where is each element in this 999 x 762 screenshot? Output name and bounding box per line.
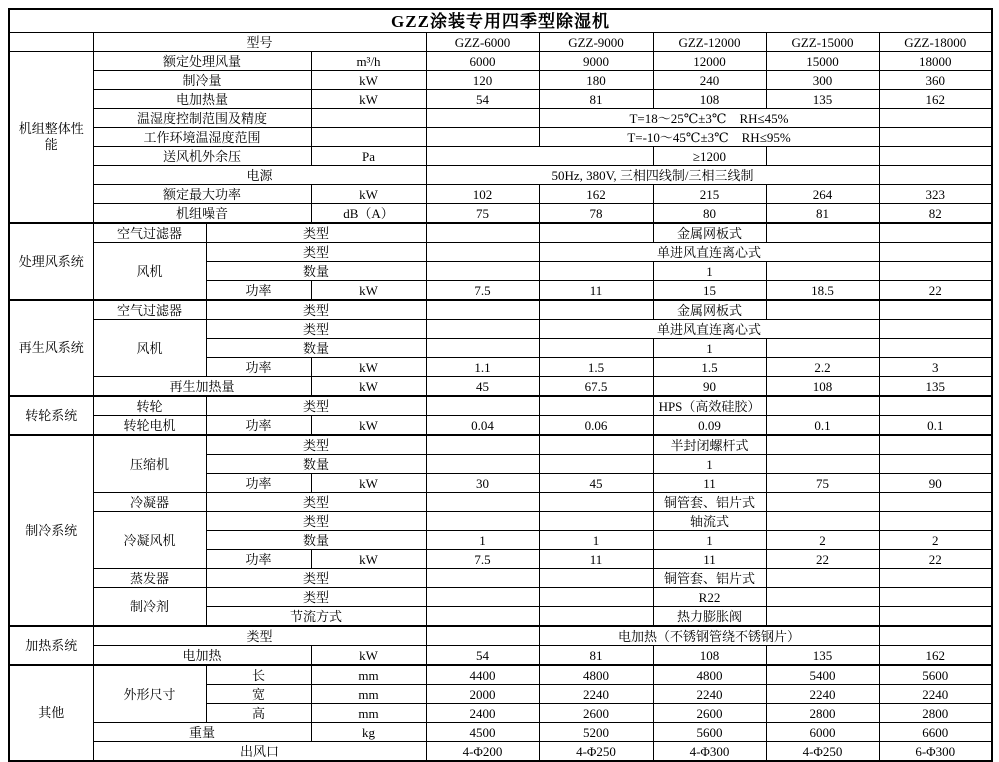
value: 0.1 — [766, 416, 879, 436]
row-label: 制冷量 — [93, 71, 311, 90]
empty-cell — [426, 435, 539, 455]
value: 22 — [879, 550, 992, 569]
sub-label: 长 — [206, 665, 311, 685]
empty-cell — [426, 607, 539, 627]
unit: Pa — [311, 147, 426, 166]
row-label: 转轮电机 — [93, 416, 206, 436]
unit: kW — [311, 550, 426, 569]
section-label: 加热系统 — [9, 626, 93, 665]
title-row — [9, 9, 992, 33]
table-row — [9, 109, 992, 128]
table-row — [9, 243, 992, 262]
value: 2240 — [653, 685, 766, 704]
value: 6000 — [426, 52, 539, 71]
value: 12000 — [653, 52, 766, 71]
spec-table — [8, 8, 993, 762]
value: 4-Φ300 — [653, 742, 766, 762]
empty-cell — [426, 493, 539, 512]
value: 11 — [539, 550, 653, 569]
value: T=18～25℃±3℃ RH≤45% — [539, 109, 879, 128]
value: 120 — [426, 71, 539, 90]
value: 2400 — [426, 704, 539, 723]
empty-cell — [879, 455, 992, 474]
value: 2240 — [879, 685, 992, 704]
value: 热力膨胀阀 — [653, 607, 766, 627]
page-title: GZZ涂装专用四季型除湿机 — [9, 9, 992, 33]
value: 18.5 — [766, 281, 879, 301]
value: 45 — [426, 377, 539, 397]
empty-cell — [426, 147, 653, 166]
table-row — [9, 147, 992, 166]
sub-label: 类型 — [206, 300, 426, 320]
sub-label: 功率 — [206, 358, 311, 377]
unit: kg — [311, 723, 426, 742]
unit: kW — [311, 281, 426, 301]
empty-cell — [766, 300, 879, 320]
table-row — [9, 90, 992, 109]
value: 1 — [653, 339, 766, 358]
table-row — [9, 396, 992, 416]
empty-cell — [879, 128, 992, 147]
empty-cell — [426, 588, 539, 607]
row-label: 空气过滤器 — [93, 300, 206, 320]
sub-label: 类型 — [206, 243, 426, 262]
empty-cell — [539, 493, 653, 512]
model-header: GZZ-15000 — [766, 33, 879, 52]
value: 2600 — [653, 704, 766, 723]
value: 6-Φ300 — [879, 742, 992, 762]
empty-cell — [879, 320, 992, 339]
value: 108 — [766, 377, 879, 397]
section-label: 再生风系统 — [9, 300, 93, 396]
value: 90 — [879, 474, 992, 493]
empty-cell — [879, 396, 992, 416]
empty-cell — [426, 223, 539, 243]
value: 45 — [539, 474, 653, 493]
value: 11 — [653, 550, 766, 569]
model-header: GZZ-6000 — [426, 33, 539, 52]
row-label: 机组噪音 — [93, 204, 311, 224]
corner-cell — [9, 33, 93, 52]
table-row — [9, 166, 992, 185]
section-label: 其他 — [9, 665, 93, 761]
value: 162 — [539, 185, 653, 204]
value: 102 — [426, 185, 539, 204]
empty-cell — [766, 512, 879, 531]
value: 180 — [539, 71, 653, 90]
value: 5600 — [653, 723, 766, 742]
empty-cell — [879, 626, 992, 646]
value: 0.09 — [653, 416, 766, 436]
value: ≥1200 — [653, 147, 766, 166]
empty-cell — [539, 262, 653, 281]
value: 6600 — [879, 723, 992, 742]
unit: kW — [311, 377, 426, 397]
empty-cell — [879, 607, 992, 627]
model-header: GZZ-9000 — [539, 33, 653, 52]
unit: mm — [311, 685, 426, 704]
empty-cell — [879, 569, 992, 588]
empty-cell — [879, 588, 992, 607]
row-label: 转轮 — [93, 396, 206, 416]
value: 轴流式 — [653, 512, 766, 531]
unit: kW — [311, 90, 426, 109]
sub-label: 类型 — [206, 588, 426, 607]
empty-cell — [539, 300, 653, 320]
empty-cell — [539, 512, 653, 531]
table-row — [9, 493, 992, 512]
value: 82 — [879, 204, 992, 224]
empty-cell — [766, 493, 879, 512]
row-label: 电加热 — [93, 646, 311, 666]
section-label: 转轮系统 — [9, 396, 93, 435]
table-row — [9, 512, 992, 531]
section-label: 制冷系统 — [9, 435, 93, 626]
value: 360 — [879, 71, 992, 90]
value: 162 — [879, 90, 992, 109]
table-row — [9, 377, 992, 397]
value: 2800 — [766, 704, 879, 723]
value: 金属网板式 — [653, 223, 766, 243]
sub-label: 节流方式 — [206, 607, 426, 627]
value: 54 — [426, 90, 539, 109]
value: 6000 — [766, 723, 879, 742]
value: 80 — [653, 204, 766, 224]
value: 18000 — [879, 52, 992, 71]
row-label: 风机 — [93, 243, 206, 301]
value: 1 — [539, 531, 653, 550]
value: 135 — [766, 90, 879, 109]
empty-cell — [766, 588, 879, 607]
model-header: GZZ-12000 — [653, 33, 766, 52]
table-row — [9, 646, 992, 666]
table-row — [9, 223, 992, 243]
sub-label: 类型 — [206, 493, 426, 512]
row-label-model: 型号 — [93, 33, 426, 52]
table-row — [9, 71, 992, 90]
table-row — [9, 665, 992, 685]
unit: kW — [311, 358, 426, 377]
row-label: 空气过滤器 — [93, 223, 206, 243]
value: 15000 — [766, 52, 879, 71]
empty-cell — [766, 607, 879, 627]
sub-label: 类型 — [206, 512, 426, 531]
sub-label: 功率 — [206, 474, 311, 493]
value: 单进风直连离心式 — [539, 243, 879, 262]
empty-cell — [426, 396, 539, 416]
table-row — [9, 588, 992, 607]
value: 75 — [426, 204, 539, 224]
value: 铜管套、铝片式 — [653, 569, 766, 588]
table-row — [9, 52, 992, 71]
empty-cell — [539, 588, 653, 607]
row-label: 电加热量 — [93, 90, 311, 109]
empty-cell — [539, 339, 653, 358]
value: 5600 — [879, 665, 992, 685]
row-label: 送风机外余压 — [93, 147, 311, 166]
value: 240 — [653, 71, 766, 90]
table-row — [9, 569, 992, 588]
row-label: 压缩机 — [93, 435, 206, 493]
empty-cell — [426, 300, 539, 320]
value: 2240 — [766, 685, 879, 704]
value: 78 — [539, 204, 653, 224]
value: 15 — [653, 281, 766, 301]
value: T=-10～45℃±3℃ RH≤95% — [539, 128, 879, 147]
value: R22 — [653, 588, 766, 607]
value: 2000 — [426, 685, 539, 704]
empty-cell — [879, 300, 992, 320]
empty-cell — [879, 223, 992, 243]
value: 81 — [766, 204, 879, 224]
unit: mm — [311, 665, 426, 685]
sub-label: 类型 — [206, 569, 426, 588]
value: 2800 — [879, 704, 992, 723]
value: 75 — [766, 474, 879, 493]
empty-cell — [879, 243, 992, 262]
empty-cell — [879, 147, 992, 166]
empty-cell — [426, 320, 539, 339]
value: 22 — [879, 281, 992, 301]
value: 135 — [766, 646, 879, 666]
value: 4800 — [539, 665, 653, 685]
empty-cell — [766, 147, 879, 166]
value: 67.5 — [539, 377, 653, 397]
value: 323 — [879, 185, 992, 204]
row-label: 冷凝器 — [93, 493, 206, 512]
empty-cell — [766, 455, 879, 474]
sub-label: 类型 — [206, 396, 426, 416]
value: 1 — [653, 455, 766, 474]
value: 3 — [879, 358, 992, 377]
sub-label: 高 — [206, 704, 311, 723]
sub-label: 数量 — [206, 531, 426, 550]
row-label: 电源 — [93, 166, 426, 185]
empty-cell — [539, 607, 653, 627]
section-label: 处理风系统 — [9, 223, 93, 300]
empty-cell — [539, 455, 653, 474]
empty-cell — [879, 109, 992, 128]
sub-label: 功率 — [206, 550, 311, 569]
value: 金属网板式 — [653, 300, 766, 320]
empty-cell — [539, 223, 653, 243]
empty-cell — [311, 109, 426, 128]
row-label: 额定处理风量 — [93, 52, 311, 71]
value: 108 — [653, 90, 766, 109]
value: 1.5 — [653, 358, 766, 377]
table-row — [9, 742, 992, 762]
sub-label: 类型 — [206, 320, 426, 339]
unit: kW — [311, 71, 426, 90]
sub-label: 类型 — [206, 435, 426, 455]
row-label: 冷凝风机 — [93, 512, 206, 569]
value: 4500 — [426, 723, 539, 742]
table-row — [9, 300, 992, 320]
row-label: 工作环境温湿度范围 — [93, 128, 311, 147]
value: 30 — [426, 474, 539, 493]
value: 162 — [879, 646, 992, 666]
empty-cell — [539, 569, 653, 588]
unit: kW — [311, 474, 426, 493]
sub-label: 宽 — [206, 685, 311, 704]
row-label: 类型 — [93, 626, 426, 646]
value: 4800 — [653, 665, 766, 685]
empty-cell — [879, 339, 992, 358]
value: 5400 — [766, 665, 879, 685]
row-label: 重量 — [93, 723, 311, 742]
sub-label: 数量 — [206, 339, 426, 358]
value: 1 — [653, 262, 766, 281]
value: 铜管套、铝片式 — [653, 493, 766, 512]
empty-cell — [879, 435, 992, 455]
value: 135 — [879, 377, 992, 397]
value: 50Hz, 380V, 三相四线制/三相三线制 — [426, 166, 879, 185]
value: 264 — [766, 185, 879, 204]
row-label: 外形尺寸 — [93, 665, 206, 723]
empty-cell — [879, 512, 992, 531]
empty-cell — [766, 396, 879, 416]
row-label: 出风口 — [93, 742, 426, 762]
unit: m³/h — [311, 52, 426, 71]
empty-cell — [426, 512, 539, 531]
value: 0.04 — [426, 416, 539, 436]
value: 2 — [766, 531, 879, 550]
value: 2240 — [539, 685, 653, 704]
unit: kW — [311, 416, 426, 436]
value: 81 — [539, 646, 653, 666]
row-label: 蒸发器 — [93, 569, 206, 588]
value: 7.5 — [426, 550, 539, 569]
table-row — [9, 128, 992, 147]
spec-table-body — [9, 33, 992, 762]
value: 1 — [426, 531, 539, 550]
value: 11 — [539, 281, 653, 301]
empty-cell — [766, 339, 879, 358]
value: 2 — [879, 531, 992, 550]
empty-cell — [426, 455, 539, 474]
table-row — [9, 416, 992, 436]
sub-label: 数量 — [206, 455, 426, 474]
value: 90 — [653, 377, 766, 397]
row-label: 再生加热量 — [93, 377, 311, 397]
value: 4400 — [426, 665, 539, 685]
value: 4-Φ250 — [766, 742, 879, 762]
empty-cell — [426, 569, 539, 588]
table-row — [9, 33, 992, 52]
value: 22 — [766, 550, 879, 569]
row-label: 温湿度控制范围及精度 — [93, 109, 311, 128]
value: 11 — [653, 474, 766, 493]
empty-cell — [539, 396, 653, 416]
value: 2600 — [539, 704, 653, 723]
value: 单进风直连离心式 — [539, 320, 879, 339]
empty-cell — [426, 262, 539, 281]
table-row — [9, 626, 992, 646]
table-row — [9, 320, 992, 339]
row-label: 额定最大功率 — [93, 185, 311, 204]
empty-cell — [539, 435, 653, 455]
empty-cell — [426, 243, 539, 262]
empty-cell — [766, 223, 879, 243]
empty-cell — [766, 569, 879, 588]
unit: mm — [311, 704, 426, 723]
sub-label: 功率 — [206, 416, 311, 436]
table-row — [9, 185, 992, 204]
value: 108 — [653, 646, 766, 666]
value: 300 — [766, 71, 879, 90]
empty-cell — [426, 109, 539, 128]
value: 54 — [426, 646, 539, 666]
table-row — [9, 204, 992, 224]
empty-cell — [766, 435, 879, 455]
value: 4-Φ250 — [539, 742, 653, 762]
value: 5200 — [539, 723, 653, 742]
sub-label: 功率 — [206, 281, 311, 301]
value: 2.2 — [766, 358, 879, 377]
value: 7.5 — [426, 281, 539, 301]
value: 1.1 — [426, 358, 539, 377]
empty-cell — [879, 166, 992, 185]
empty-cell — [879, 493, 992, 512]
value: 1 — [653, 531, 766, 550]
empty-cell — [426, 339, 539, 358]
value: 81 — [539, 90, 653, 109]
unit: dB（A） — [311, 204, 426, 224]
value: 215 — [653, 185, 766, 204]
empty-cell — [426, 626, 539, 646]
value: 1.5 — [539, 358, 653, 377]
value: 9000 — [539, 52, 653, 71]
sub-label: 数量 — [206, 262, 426, 281]
empty-cell — [879, 262, 992, 281]
value: HPS（高效硅胶） — [653, 396, 766, 416]
row-label: 制冷剂 — [93, 588, 206, 627]
unit: kW — [311, 185, 426, 204]
table-row — [9, 723, 992, 742]
row-label: 风机 — [93, 320, 206, 377]
value: 电加热（不锈钢管绕不锈钢片） — [539, 626, 879, 646]
section-label: 机组整体性能 — [9, 52, 93, 224]
value: 0.06 — [539, 416, 653, 436]
model-header: GZZ-18000 — [879, 33, 992, 52]
empty-cell — [426, 128, 539, 147]
sub-label: 类型 — [206, 223, 426, 243]
unit: kW — [311, 646, 426, 666]
empty-cell — [766, 262, 879, 281]
value: 4-Φ200 — [426, 742, 539, 762]
table-row — [9, 435, 992, 455]
value: 0.1 — [879, 416, 992, 436]
value: 半封闭螺杆式 — [653, 435, 766, 455]
empty-cell — [311, 128, 426, 147]
